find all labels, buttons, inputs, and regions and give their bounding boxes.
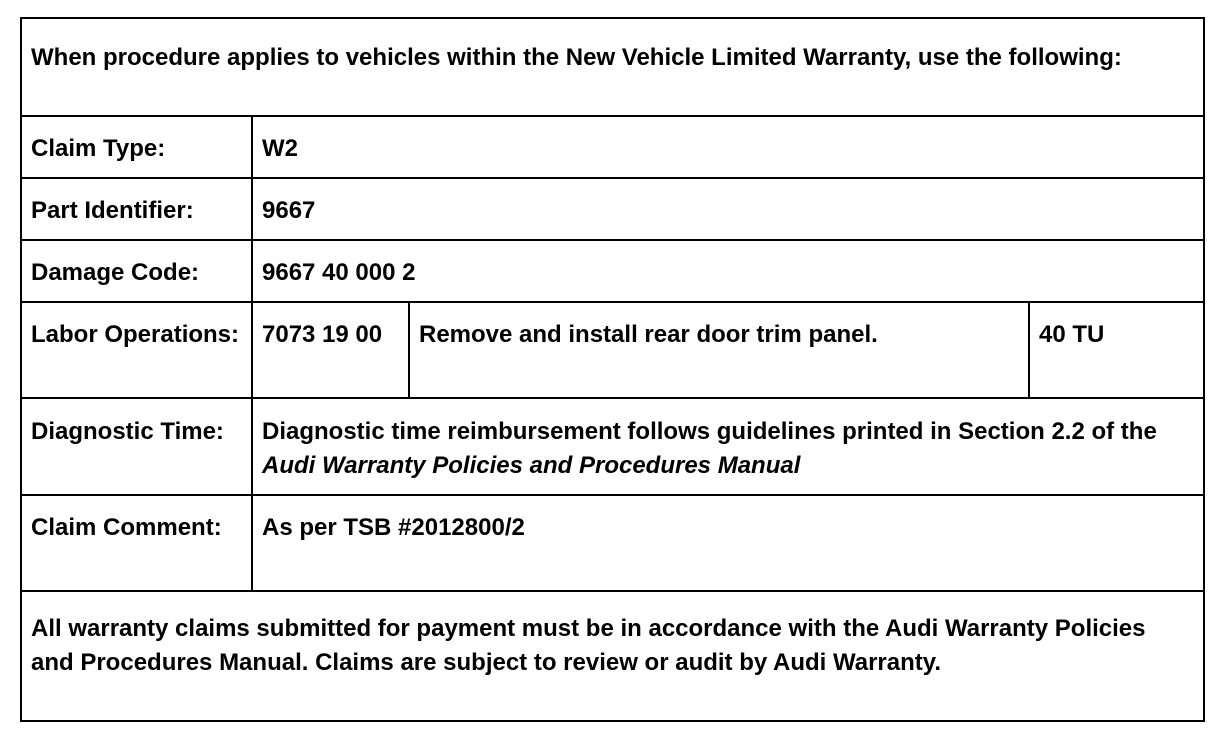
- labor-operations-row: [21, 302, 1204, 398]
- warranty-claim-table: [20, 17, 1205, 722]
- claim-type-label: Claim Type:: [21, 116, 252, 178]
- diagnostic-time-row: [21, 398, 1204, 495]
- intro-row: [21, 18, 1204, 116]
- intro-text: When procedure applies to vehicles within the New Vehicle Limited Warranty, use the following:: [21, 18, 1204, 116]
- footer-text: All warranty claims submitted for payment must be in accordance with the Audi Warranty Policies and Procedures Manual. Claims are subject to review or audit by Audi Warranty.: [21, 591, 1204, 721]
- part-identifier-label: Part Identifier:: [21, 178, 252, 240]
- diagnostic-time-value: [252, 398, 1204, 495]
- diagnostic-time-label: Diagnostic Time:: [21, 398, 252, 495]
- damage-code-label: Damage Code:: [21, 240, 252, 302]
- damage-code-value: 9667 40 000 2: [252, 240, 1204, 302]
- manual-title: Audi Warranty Policies and Procedures Manual: [262, 452, 801, 479]
- damage-code-row: [21, 240, 1204, 302]
- claim-type-value: W2: [252, 116, 1204, 178]
- footer-row: [21, 591, 1204, 721]
- part-identifier-row: [21, 178, 1204, 240]
- diagnostic-time-text: Diagnostic time reimbursement follows guidelines printed in Section 2.2 of the: [262, 418, 1157, 445]
- claim-comment-label: Claim Comment:: [21, 495, 252, 591]
- part-identifier-value: 9667: [252, 178, 1204, 240]
- labor-operations-label: Labor Operations:: [21, 302, 252, 398]
- labor-operation-code: 7073 19 00: [252, 302, 409, 398]
- labor-operation-time-units: 40 TU: [1029, 302, 1204, 398]
- claim-comment-row: [21, 495, 1204, 591]
- claim-type-row: [21, 116, 1204, 178]
- labor-operation-description: Remove and install rear door trim panel.: [409, 302, 1029, 398]
- claim-comment-value: As per TSB #2012800/2: [252, 495, 1204, 591]
